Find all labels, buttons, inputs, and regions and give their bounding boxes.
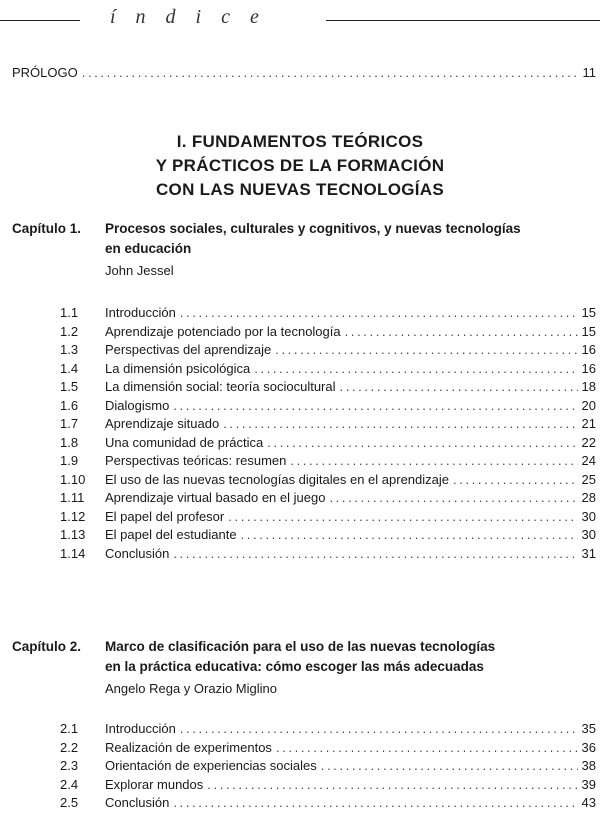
entry-page: 15 xyxy=(581,323,596,339)
index-title: índice xyxy=(110,6,279,28)
entry-number: 1.1 xyxy=(60,305,79,320)
entry-title: La dimensión psicológica xyxy=(105,360,251,376)
toc-entry[interactable] xyxy=(60,757,596,776)
chapter-author: Angelo Rega y Orazio Miglino xyxy=(105,681,277,696)
toc-entry[interactable] xyxy=(60,508,596,527)
chapter-label: Capítulo 1. xyxy=(12,221,82,236)
entry-number: 2.2 xyxy=(60,739,79,755)
entry-number: 1.6 xyxy=(60,397,79,413)
header-rule-right xyxy=(326,20,600,21)
toc-entry[interactable] xyxy=(60,545,596,564)
entry-title: Realización de experimentos xyxy=(105,739,272,755)
dot-leader xyxy=(207,776,577,794)
entry-title: Orientación de experiencias sociales xyxy=(105,758,317,773)
entry-page: 28 xyxy=(581,490,596,505)
chapter-title xyxy=(105,219,565,259)
entry-page: 21 xyxy=(581,416,596,431)
entry-number: 1.3 xyxy=(60,342,79,357)
entry-page: 18 xyxy=(581,379,596,394)
toc-entry[interactable] xyxy=(60,397,596,416)
part-title-line: I. FUNDAMENTOS TEÓRICOS xyxy=(176,132,424,151)
entry-title: Aprendizaje situado xyxy=(105,416,220,431)
entry-page: 38 xyxy=(581,758,596,773)
toc-entry[interactable] xyxy=(60,776,596,795)
entry-number: 1.2 xyxy=(60,323,79,339)
part-title-line: Y PRÁCTICOS DE LA FORMACIÓN xyxy=(155,156,445,175)
dot-leader xyxy=(321,757,578,775)
dot-leader xyxy=(82,64,578,82)
entry-page: 36 xyxy=(581,739,596,755)
entry-number: 2.3 xyxy=(60,758,79,773)
entry-number: 1.7 xyxy=(60,416,79,431)
chapter-title-line: Procesos sociales, culturales y cognitivos, y nuevas tecnologías xyxy=(105,221,521,236)
entry-title: Introducción xyxy=(105,721,176,736)
prologo-page: 11 xyxy=(582,65,596,80)
chapter-label: Capítulo 2. xyxy=(12,639,82,654)
entry-page: 31 xyxy=(581,545,596,561)
entry-page: 20 xyxy=(581,397,596,413)
chapter-author: John Jessel xyxy=(105,263,174,278)
dot-leader xyxy=(241,526,578,544)
entry-page: 35 xyxy=(581,721,596,736)
toc-entry[interactable] xyxy=(60,526,596,545)
entry-title: Aprendizaje potenciado por la tecnología xyxy=(105,323,341,339)
entry-title: Introducción xyxy=(105,305,176,320)
dot-leader xyxy=(290,452,577,470)
toc-entry[interactable] xyxy=(60,360,596,379)
entry-page: 39 xyxy=(581,776,596,792)
chapter-title xyxy=(105,637,565,677)
entry-page: 16 xyxy=(581,342,596,357)
chapter-2-entries xyxy=(60,720,596,813)
entry-number: 1.12 xyxy=(60,508,86,524)
entry-title: Perspectivas teóricas: resumen xyxy=(105,453,287,468)
toc-entry[interactable] xyxy=(60,794,596,813)
toc-entry[interactable] xyxy=(60,471,596,490)
chapter-title-line: en educación xyxy=(105,241,192,256)
dot-leader xyxy=(329,489,577,507)
entry-title: Conclusión xyxy=(105,545,170,561)
dot-leader xyxy=(276,739,578,757)
entry-page: 22 xyxy=(581,434,596,450)
entry-title: Una comunidad de práctica xyxy=(105,434,264,450)
chapter-1-entries xyxy=(60,304,596,563)
toc-entry[interactable] xyxy=(60,323,596,342)
index-header xyxy=(0,6,600,30)
entry-page: 15 xyxy=(581,305,596,320)
entry-title: Dialogismo xyxy=(105,397,170,413)
chapter-title-line: en la práctica educativa: cómo escoger las más adecuadas xyxy=(105,659,484,674)
entry-page: 30 xyxy=(581,527,596,542)
entry-title: Conclusión xyxy=(105,795,170,810)
entry-page: 16 xyxy=(581,360,596,376)
dot-leader xyxy=(173,397,577,415)
toc-entry[interactable] xyxy=(60,489,596,508)
entry-page: 24 xyxy=(581,453,596,468)
part-title-line: CON LAS NUEVAS TECNOLOGÍAS xyxy=(155,180,444,199)
entry-title: El papel del profesor xyxy=(105,508,225,524)
toc-entry[interactable] xyxy=(60,452,596,471)
dot-leader xyxy=(228,508,577,526)
entry-title: La dimensión social: teoría sociocultural xyxy=(105,379,336,394)
toc-entry[interactable] xyxy=(60,739,596,758)
toc-entry[interactable] xyxy=(60,434,596,453)
entry-number: 2.1 xyxy=(60,721,79,736)
entry-page: 30 xyxy=(581,508,596,524)
entry-number: 1.4 xyxy=(60,360,79,376)
toc-entry[interactable] xyxy=(60,720,596,739)
entry-page: 43 xyxy=(581,795,596,810)
entry-number: 1.11 xyxy=(60,490,85,505)
toc-entry[interactable] xyxy=(60,304,596,323)
dot-leader xyxy=(453,471,578,489)
entry-number: 1.5 xyxy=(60,379,79,394)
dot-leader xyxy=(340,378,578,396)
entry-number: 1.9 xyxy=(60,453,79,468)
toc-entry[interactable] xyxy=(60,415,596,434)
entry-page: 25 xyxy=(581,471,596,487)
entry-title: Perspectivas del aprendizaje xyxy=(105,342,272,357)
entry-number: 1.10 xyxy=(60,471,86,487)
dot-leader xyxy=(173,794,577,812)
entry-title: El papel del estudiante xyxy=(105,527,237,542)
entry-number: 2.5 xyxy=(60,795,79,810)
toc-entry[interactable] xyxy=(60,341,596,360)
entry-title: Explorar mundos xyxy=(105,776,204,792)
entry-title: Aprendizaje virtual basado en el juego xyxy=(105,490,326,505)
dot-leader xyxy=(275,341,577,359)
part-title xyxy=(0,130,600,202)
entry-number: 1.8 xyxy=(60,434,79,450)
entry-number: 2.4 xyxy=(60,776,79,792)
dot-leader xyxy=(223,415,577,433)
dot-leader xyxy=(345,323,578,341)
dot-leader xyxy=(254,360,577,378)
header-rule-left xyxy=(0,20,80,21)
dot-leader xyxy=(267,434,577,452)
dot-leader xyxy=(180,720,578,738)
chapter-title-line: Marco de clasificación para el uso de las nuevas tecnologías xyxy=(105,639,496,654)
entry-title: El uso de las nuevas tecnologías digitales en el aprendizaje xyxy=(105,471,450,487)
prologo-entry[interactable] xyxy=(12,64,596,84)
entry-number: 1.13 xyxy=(60,527,86,542)
toc-entry[interactable] xyxy=(60,378,596,397)
prologo-label: PRÓLOGO xyxy=(12,65,78,80)
dot-leader xyxy=(173,545,577,563)
dot-leader xyxy=(180,304,578,322)
entry-number: 1.14 xyxy=(60,545,86,561)
